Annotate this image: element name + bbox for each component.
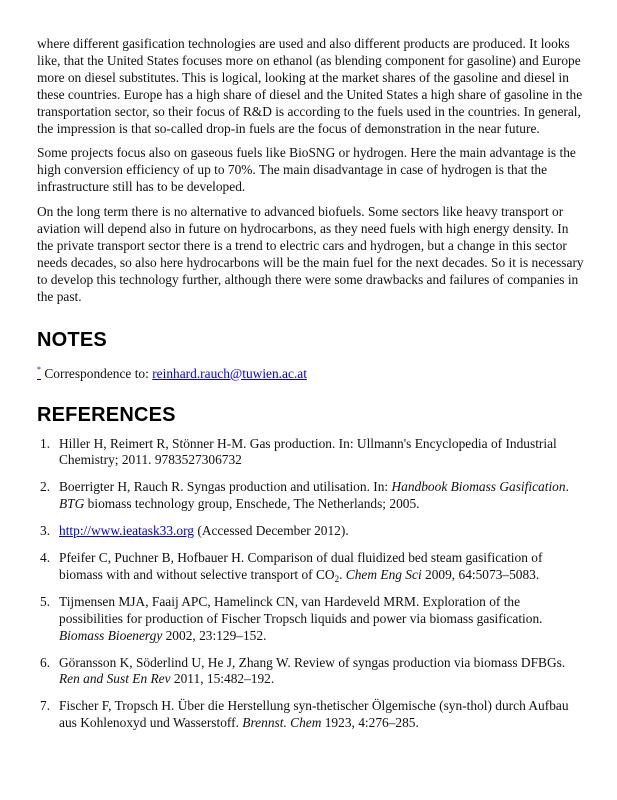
reference-journal: Chem Eng Sci	[345, 566, 422, 582]
correspondence-label: Correspondence to:	[44, 365, 153, 381]
reference-publisher: BTG	[59, 496, 85, 512]
reference-list	[37, 436, 585, 733]
reference-details: 2011, 15:482–192.	[170, 671, 275, 687]
article-page	[37, 36, 585, 742]
footnote-marker-link[interactable]: *	[37, 364, 41, 374]
reference-authors: Pfeifer C, Puchner B, Hofbauer H. Comparison of dual fluidized bed steam gasification of biomass with and without selective transport of CO	[59, 550, 543, 582]
body-paragraph: Some projects focus also on gaseous fuels like BioSNG or hydrogen. Here the main advantage is the high conversion efficiency of up to 70%. The main disadvantage in case of hydrogen is that the infrastructure still has to be developed.	[37, 145, 576, 195]
reference-item	[37, 594, 585, 645]
reference-item	[37, 436, 585, 470]
reference-details: 2009, 64:5073–5083.	[421, 566, 540, 582]
reference-source: Handbook Biomass Gasification	[391, 479, 566, 495]
subscript: 2	[334, 573, 340, 584]
reference-details: 2002, 23:129–152.	[162, 627, 267, 643]
reference-text: Hiller H, Reimert R, Stönner H-M. Gas production. In: Ullmann's Encyclopedia of Industrial Chemistry; 2011. 9783527306732	[59, 435, 557, 468]
reference-item	[37, 523, 585, 540]
body-paragraph: On the long term there is no alternative to advanced biofuels. Some sectors like heavy transport or aviation will depend also in future on hydrocarbons, as they need fuels with high energy density. In the private transport sector there is a trend to electric cars and hydrogen, but a change in this sector needs decades, so also here hydrocarbons will be the main fuel for the next decades. So it is necessary to develop this technology further, although there were some drawbacks and failures of companies in the past.	[37, 204, 584, 304]
reference-details: (Accessed December 2012).	[194, 523, 349, 539]
reference-authors: Fischer F, Tropsch H. Über die Herstellung syn-thetischer Ölgemische (syn-thol) durch Aufbau aus Kohlenoxyd und Wasserstoff.	[59, 698, 569, 731]
email-link[interactable]: reinhard.rauch@tuwien.ac.at	[152, 365, 307, 381]
reference-number: 6.	[40, 654, 51, 670]
body-paragraph: where different gasification technologies are used and also different products are produced. It looks like, that the United States focuses more on ethanol (as blending component for gasoline) and Europe more on diesel substitutes. This is logical, looking at the market shares of the gasoline and diesel in these countries. Europe has a high share of diesel and the United States a high share of gasoline in the transportation sector, so their focus of R&D is according to the fuels used in the countries. In general, the impression is that so-called drop-in fuels are the focus of demonstration in the near future.	[37, 36, 583, 136]
reference-url-link[interactable]: http://www.ieatask33.org	[59, 523, 195, 539]
reference-authors: Boerrigter H, Rauch R. Syngas production and utilisation. In:	[59, 479, 392, 495]
reference-separator: .	[339, 566, 346, 582]
reference-item	[37, 698, 585, 732]
reference-journal: Brennst. Chem	[242, 715, 322, 731]
reference-authors: Göransson K, Söderlind U, He J, Zhang W. Review of syngas production via biomass DFBGs.	[59, 654, 566, 670]
reference-journal: Ren and Sust En Rev	[59, 671, 171, 687]
reference-details: 1923, 4:276–285.	[321, 715, 419, 731]
reference-authors: Tijmensen MJA, Faaij APC, Hamelinck CN, van Hardeveld MRM. Exploration of the possibilities for production of Fischer Tropsch liquids and power via biomass gasification.	[59, 593, 543, 626]
reference-item	[37, 479, 585, 513]
reference-number: 1.	[40, 435, 51, 451]
references-heading: REFERENCES	[37, 403, 176, 426]
reference-number: 4.	[40, 550, 51, 566]
notes-heading: NOTES	[37, 328, 107, 351]
reference-details: biomass technology group, Enschede, The Netherlands; 2005.	[84, 496, 420, 512]
reference-number: 7.	[40, 698, 51, 714]
reference-item	[37, 655, 585, 689]
reference-separator: .	[565, 479, 569, 495]
reference-journal: Biomass Bioenergy	[59, 627, 163, 643]
correspondence-note	[37, 366, 585, 383]
reference-item	[37, 550, 585, 584]
reference-number: 5.	[40, 593, 51, 609]
reference-number: 2.	[40, 479, 51, 495]
reference-number: 3.	[40, 523, 51, 539]
